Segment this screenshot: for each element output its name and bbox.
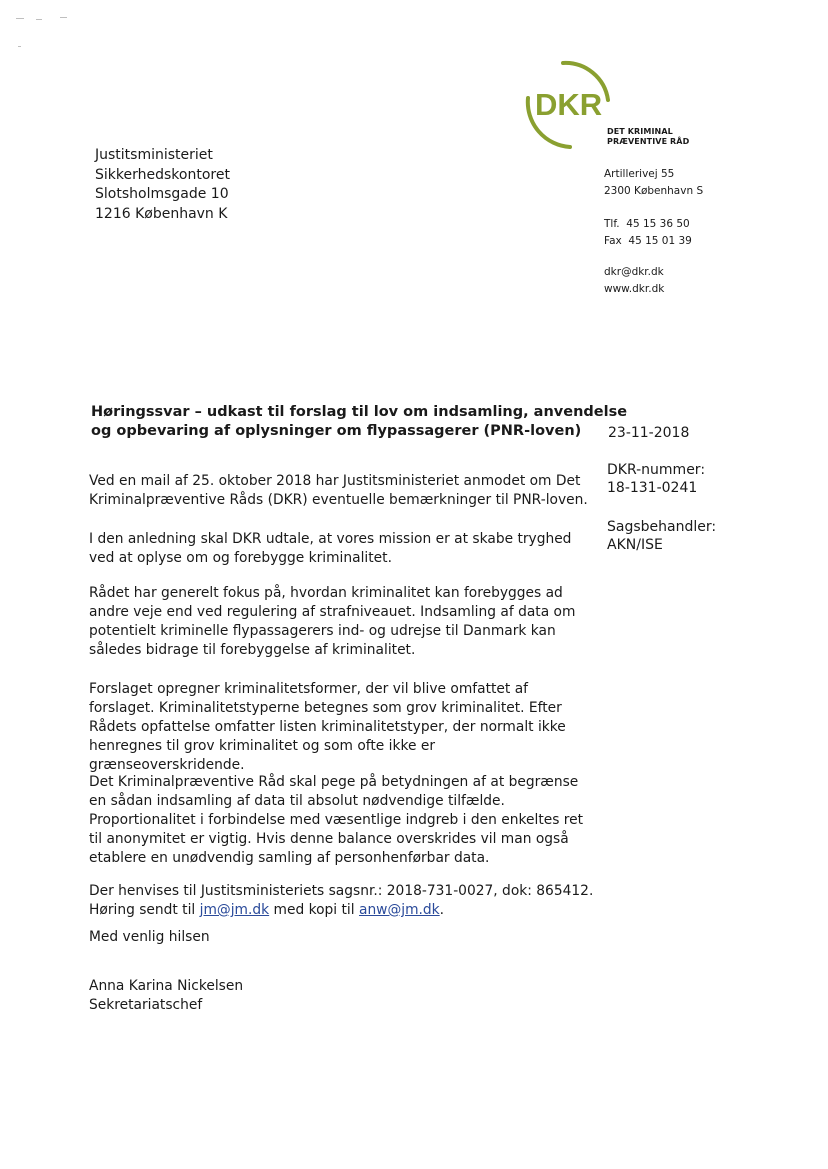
email-link-jm[interactable]: jm@jm.dk [199, 902, 270, 918]
subject-line: Høringssvar – udkast til forslag til lov om indsamling, anvendelse [91, 404, 628, 420]
sender-city: 2300 København S [604, 184, 704, 197]
body-paragraph: Det Kriminalpræventive Råd skal pege på betydningen af at begrænse en sådan indsamling af data til absolut nødvendige tilfælde. Proportionalitet i forbindelse med væsentlige indgreb i den enkeltes ret til anonymitet er vigtig. Hvis denne balance overskrides vil man også etablere en unødvendig samling af personhenførbar data. [89, 774, 584, 866]
email-link-anw[interactable]: anw@jm.dk [358, 902, 440, 918]
logo-subtitle-line: PRÆVENTIVE RÅD [607, 137, 690, 146]
caseworker-block [607, 518, 716, 554]
recipient-line: Sikkerhedskontoret [95, 166, 230, 183]
body-paragraph: I den anledning skal DKR udtale, at vores mission er at skabe tryghed ved at oplyse om og forebygge kriminalitet. [89, 531, 572, 566]
letter-subject [91, 403, 628, 441]
recipient-address [95, 146, 230, 224]
dkr-number-block [607, 461, 705, 497]
sender-online [604, 264, 664, 297]
sender-web: www.dkr.dk [604, 282, 665, 295]
scan-speck [18, 46, 21, 47]
dkr-number: 18-131-0241 [607, 480, 698, 496]
sender-phones [604, 216, 692, 249]
closing: Med venlig hilsen [89, 929, 210, 945]
body-paragraph: Rådet har generelt fokus på, hvordan kriminalitet kan forebygges ad andre veje end ved regulering af strafniveauet. Indsamling af data om potentielt kriminelle flypassagerers ind- og udrejse til Danmark kan således bidrage til forebyggelse af kriminalitet. [89, 585, 576, 658]
signatory-name: Anna Karina Nickelsen [89, 978, 244, 994]
sender-fax: Fax 45 15 01 39 [604, 234, 692, 247]
logo-wordmark: DKR [535, 87, 603, 122]
scan-speck [60, 17, 67, 18]
scan-speck [36, 19, 42, 20]
dkr-logo [520, 58, 620, 152]
hearing-middle: med kopi til [269, 902, 359, 918]
reference-line: Der henvises til Justitsministeriets sagsnr.: 2018-731-0027, dok: 865412. [89, 883, 594, 899]
recipient-line: Justitsministeriet [95, 147, 213, 163]
letter-date: 23-11-2018 [608, 425, 690, 441]
hearing-suffix: . [439, 902, 445, 918]
signatory-title: Sekretariatschef [89, 997, 203, 1013]
hearing-prefix: Høring sendt til [89, 902, 200, 918]
body-paragraph: Forslaget opregner kriminalitetsformer, der vil blive omfattet af forslaget. Kriminalitetstyperne betegnes som grov kriminalitet. Efter Rådets opfattelse omfatter listen kriminalitetstyper, der normalt ikke henregnes til grov kriminalitet og som ofte ikke er grænseoverskridende. [89, 681, 566, 773]
sender-street: Artillerivej 55 [604, 168, 675, 180]
reference-block [89, 882, 594, 920]
logo-subtitle-line: DET KRIMINAL [607, 127, 673, 136]
recipient-line: Slotsholmsgade 10 [95, 186, 229, 202]
recipient-line: 1216 København K [95, 205, 228, 222]
hearing-line [89, 901, 594, 920]
logo-subtitle [607, 127, 689, 147]
sender-phone: Tlf. 45 15 36 50 [604, 218, 690, 230]
scan-speck [16, 18, 24, 19]
signature-block [89, 977, 594, 1015]
sender-email: dkr@dkr.dk [604, 266, 664, 278]
caseworker-label: Sagsbehandler: [607, 519, 717, 535]
dkr-number-label: DKR-nummer: [607, 462, 706, 478]
subject-line: og opbevaring af oplysninger om flypassagerer (PNR-loven) [91, 423, 582, 439]
sender-address [604, 166, 703, 199]
body-paragraph: Ved en mail af 25. oktober 2018 har Justitsministeriet anmodet om Det Kriminalpræventive Råds (DKR) eventuelle bemærkninger til PNR-loven. [89, 473, 588, 508]
caseworker: AKN/ISE [607, 537, 663, 553]
